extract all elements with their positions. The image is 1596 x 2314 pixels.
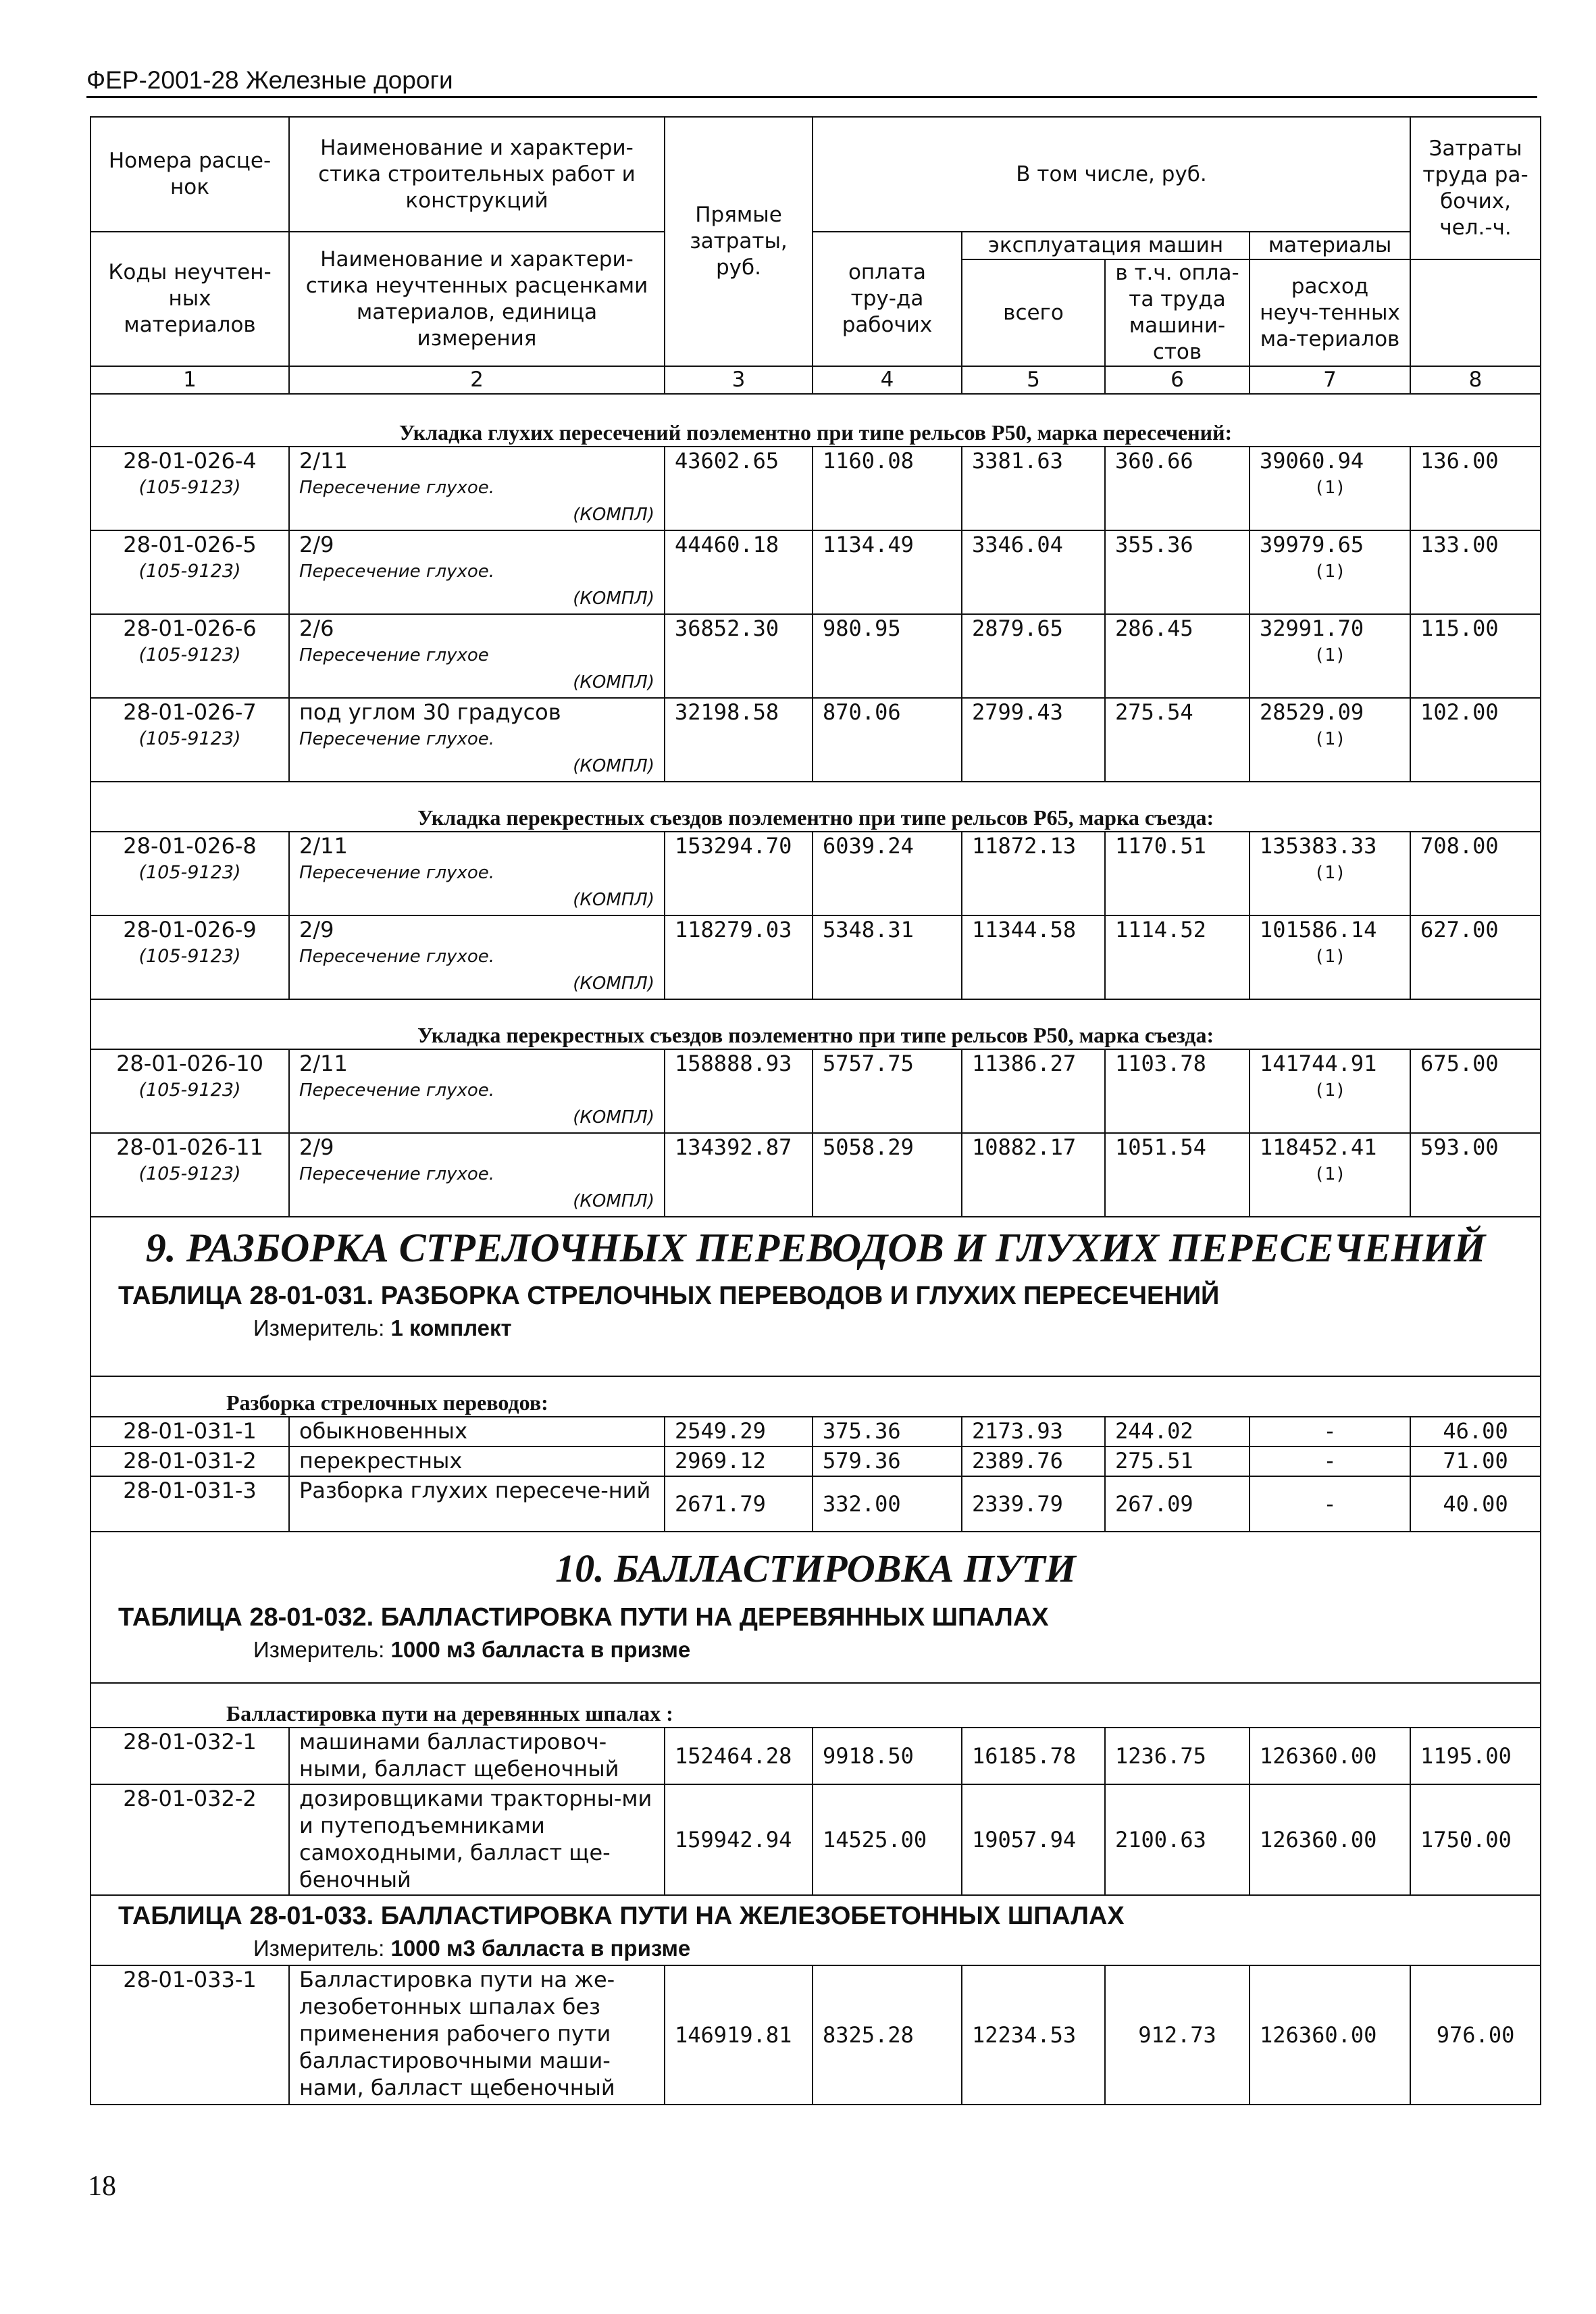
col-number: 7 [1250, 366, 1410, 394]
direct-cost: 159942.94 [665, 1784, 813, 1895]
unit: (КОМПЛ) [573, 672, 654, 693]
direct-cost: 2969.12 [665, 1447, 813, 1476]
labor-hours: 708.00 [1410, 832, 1541, 915]
rate-code: 28-01-032-1 [91, 1728, 289, 1784]
rate-code: 28-01-026-10 [116, 1051, 263, 1076]
header-rule [86, 96, 1537, 98]
direct-cost: 2671.79 [665, 1476, 813, 1532]
table-row [91, 915, 1541, 999]
labor-cost: 9918.50 [813, 1728, 962, 1784]
operator-cost: 286.45 [1105, 614, 1250, 698]
labor-hours: 71.00 [1410, 1447, 1541, 1476]
material-qty: (1) [1314, 729, 1346, 749]
machine-cost: 2339.79 [962, 1476, 1105, 1532]
material-code: (105-9123) [138, 862, 241, 883]
machine-cost: 2173.93 [962, 1417, 1105, 1447]
table-row [91, 1133, 1541, 1217]
operator-cost: 912.73 [1105, 1965, 1250, 2105]
col5-header: всего [962, 259, 1105, 366]
table-row [91, 1784, 1541, 1895]
incl-header: В том числе, руб. [813, 117, 1410, 232]
section-heading: Укладка перекрестных съездов поэлементно при типе рельсов Р65, марка съезда: [91, 782, 1541, 832]
col2-header-b: Наименование и характери-стика неучтенных расценками материалов, единица измерения [289, 232, 665, 366]
rate-code: 28-01-031-2 [91, 1447, 289, 1476]
table-033-title: ТАБЛИЦА 28-01-033. БАЛЛАСТИРОВКА ПУТИ НА ЖЕЛЕЗОБЕТОННЫХ ШПАЛАХ [118, 1902, 1125, 1930]
material-code: (105-9123) [138, 645, 241, 665]
material-code: (105-9123) [138, 1080, 241, 1101]
material-qty: (1) [1314, 947, 1346, 967]
direct-cost: 43602.65 [665, 447, 813, 530]
work-name: 2/11 [299, 833, 348, 859]
labor-cost: 1134.49 [813, 530, 962, 614]
rate-code: 28-01-026-7 [123, 699, 257, 725]
material-qty: (1) [1314, 1164, 1346, 1184]
col-number: 6 [1105, 366, 1250, 394]
work-name: 2/9 [299, 1134, 334, 1160]
material-cost: 135383.33 [1260, 833, 1377, 859]
material-name: Пересечение глухое. [299, 1164, 495, 1184]
chapter-9-title: 9. РАЗБОРКА СТРЕЛОЧНЫХ ПЕРЕВОДОВ И ГЛУХИХ ПЕРЕСЕЧЕНИЙ [145, 1226, 1486, 1270]
direct-cost: 36852.30 [665, 614, 813, 698]
material-code: (105-9123) [138, 728, 241, 749]
table-row [91, 614, 1541, 698]
labor-hours: 675.00 [1410, 1049, 1541, 1133]
table-row [91, 530, 1541, 614]
unit: (КОМПЛ) [573, 756, 654, 776]
machine-cost: 11386.27 [962, 1049, 1105, 1133]
rate-code: 28-01-026-9 [123, 917, 257, 942]
labor-hours: 40.00 [1410, 1476, 1541, 1532]
table-row [91, 1728, 1541, 1784]
table-row [91, 832, 1541, 915]
material-name: Пересечение глухое. [299, 561, 495, 582]
labor-hours: 976.00 [1410, 1965, 1541, 2105]
material-cost: 101586.14 [1260, 917, 1377, 942]
operator-cost: 275.54 [1105, 698, 1250, 782]
table-row [91, 1476, 1541, 1532]
rate-code: 28-01-031-1 [91, 1417, 289, 1447]
machine-cost: 12234.53 [962, 1965, 1105, 2105]
col-number: 1 [91, 366, 289, 394]
machine-cost: 11344.58 [962, 915, 1105, 999]
machine-cost: 2389.76 [962, 1447, 1105, 1476]
labor-cost: 6039.24 [813, 832, 962, 915]
material-code: (105-9123) [138, 561, 241, 582]
labor-cost: 5058.29 [813, 1133, 962, 1217]
unit: (КОМПЛ) [573, 890, 654, 910]
labor-hours: 627.00 [1410, 915, 1541, 999]
work-name: 2/9 [299, 917, 334, 942]
running-header: ФЕР-2001-28 Железные дороги [86, 66, 453, 94]
unit: (КОМПЛ) [573, 588, 654, 609]
col1-header-b: Коды неучтен-ных материалов [91, 232, 289, 366]
table-row [91, 1417, 1541, 1447]
material-qty: (1) [1314, 561, 1346, 582]
col7-header: расход неуч-тенных ма-териалов [1250, 259, 1410, 366]
operator-cost: 2100.63 [1105, 1784, 1250, 1895]
machine-cost: 3346.04 [962, 530, 1105, 614]
labor-hours: 46.00 [1410, 1417, 1541, 1447]
work-name: Балластировка пути на же-лезобетонных шпалах без применения рабочего пути балластировочными маши-нами, балласт щебеночный [289, 1965, 665, 2105]
labor-cost: 579.36 [813, 1447, 962, 1476]
rate-code: 28-01-026-6 [123, 615, 257, 641]
unit: (КОМПЛ) [573, 974, 654, 994]
material-code: (105-9123) [138, 1163, 241, 1184]
chapter-10-title: 10. БАЛЛАСТИРОВКА ПУТИ [555, 1546, 1076, 1590]
rate-code: 28-01-026-11 [116, 1134, 263, 1160]
operator-cost: 244.02 [1105, 1417, 1250, 1447]
section-heading: Укладка глухих пересечений поэлементно при типе рельсов Р50, марка пересечений: [91, 394, 1541, 447]
labor-hours: 133.00 [1410, 530, 1541, 614]
work-name: перекрестных [289, 1447, 665, 1476]
section-heading: Балластировка пути на деревянных шпалах : [91, 1683, 1541, 1728]
operator-cost: 275.51 [1105, 1447, 1250, 1476]
labor-cost: 14525.00 [813, 1784, 962, 1895]
table-031-measure: Измеритель: 1 комплект [253, 1315, 512, 1340]
col-number: 8 [1410, 366, 1541, 394]
rate-code: 28-01-033-1 [91, 1965, 289, 2105]
table-032-title: ТАБЛИЦА 28-01-032. БАЛЛАСТИРОВКА ПУТИ НА ДЕРЕВЯННЫХ ШПАЛАХ [118, 1603, 1049, 1632]
material-code: (105-9123) [138, 477, 241, 498]
labor-cost: 1160.08 [813, 447, 962, 530]
work-name: Разборка глухих пересече-ний [289, 1476, 665, 1532]
labor-hours: 115.00 [1410, 614, 1541, 698]
labor-cost: 5348.31 [813, 915, 962, 999]
table-033-measure: Измеритель: 1000 м3 балласта в призме [253, 1936, 691, 1961]
col1-header-a: Номера расце-нок [91, 117, 289, 232]
col8-header: Затраты труда ра-бочих, чел.-ч. [1410, 117, 1541, 259]
operator-cost: 1170.51 [1105, 832, 1250, 915]
table-row [91, 698, 1541, 782]
table-row [91, 1447, 1541, 1476]
labor-hours: 1195.00 [1410, 1728, 1541, 1784]
rate-code: 28-01-026-5 [123, 532, 257, 557]
col4-header: оплата тру-да рабочих [813, 232, 962, 366]
work-name: 2/11 [299, 448, 348, 474]
labor-hours: 1750.00 [1410, 1784, 1541, 1895]
operator-cost: 1051.54 [1105, 1133, 1250, 1217]
material-qty: (1) [1314, 478, 1346, 498]
machine-cost: 19057.94 [962, 1784, 1105, 1895]
col6-header: в т.ч. опла-та труда машини-стов [1105, 259, 1250, 366]
machine-cost: 11872.13 [962, 832, 1105, 915]
labor-hours: 102.00 [1410, 698, 1541, 782]
material-name: Пересечение глухое. [299, 863, 495, 883]
labor-cost: 375.36 [813, 1417, 962, 1447]
material-cost: - [1250, 1476, 1410, 1532]
rate-code: 28-01-031-3 [91, 1476, 289, 1532]
operator-cost: 267.09 [1105, 1476, 1250, 1532]
machine-cost: 16185.78 [962, 1728, 1105, 1784]
direct-cost: 118279.03 [665, 915, 813, 999]
material-cost: 126360.00 [1250, 1728, 1410, 1784]
machine-cost: 3381.63 [962, 447, 1105, 530]
labor-hours: 593.00 [1410, 1133, 1541, 1217]
unit: (КОМПЛ) [573, 1191, 654, 1211]
col-number: 5 [962, 366, 1105, 394]
section-heading: Укладка перекрестных съездов поэлементно при типе рельсов Р50, марка съезда: [91, 999, 1541, 1049]
material-cost: 39979.65 [1260, 532, 1364, 557]
labor-cost: 870.06 [813, 698, 962, 782]
material-cost: 126360.00 [1250, 1784, 1410, 1895]
direct-cost: 32198.58 [665, 698, 813, 782]
direct-cost: 2549.29 [665, 1417, 813, 1447]
labor-cost: 332.00 [813, 1476, 962, 1532]
material-name: Пересечение глухое. [299, 729, 495, 749]
material-cost: 28529.09 [1260, 699, 1364, 725]
direct-cost: 152464.28 [665, 1728, 813, 1784]
material-qty: (1) [1314, 1080, 1346, 1101]
work-name: под углом 30 градусов [299, 699, 561, 725]
material-name: Пересечение глухое. [299, 478, 495, 498]
labor-cost: 980.95 [813, 614, 962, 698]
col-number: 3 [665, 366, 813, 394]
material-cost: 126360.00 [1250, 1965, 1410, 2105]
operator-cost: 360.66 [1105, 447, 1250, 530]
direct-cost: 134392.87 [665, 1133, 813, 1217]
table-row [91, 1965, 1541, 2105]
table-row [91, 1049, 1541, 1133]
rate-code: 28-01-026-4 [123, 448, 257, 474]
table-031-title: ТАБЛИЦА 28-01-031. РАЗБОРКА СТРЕЛОЧНЫХ ПЕРЕВОДОВ И ГЛУХИХ ПЕРЕСЕЧЕНИЙ [118, 1282, 1220, 1310]
direct-cost: 158888.93 [665, 1049, 813, 1133]
direct-cost: 153294.70 [665, 832, 813, 915]
material-cost: 141744.91 [1260, 1051, 1377, 1076]
material-code: (105-9123) [138, 946, 241, 967]
rates-table [90, 116, 1541, 2105]
direct-cost: 44460.18 [665, 530, 813, 614]
col-number: 4 [813, 366, 962, 394]
work-name: 2/6 [299, 615, 334, 641]
machines-header: эксплуатация машин [962, 232, 1250, 259]
work-name: машинами балластировоч-ными, балласт щебеночный [289, 1728, 665, 1784]
operator-cost: 355.36 [1105, 530, 1250, 614]
machine-cost: 2799.43 [962, 698, 1105, 782]
work-name: 2/11 [299, 1051, 348, 1076]
unit: (КОМПЛ) [573, 505, 654, 525]
material-qty: (1) [1314, 645, 1346, 665]
labor-hours: 136.00 [1410, 447, 1541, 530]
unit: (КОМПЛ) [573, 1107, 654, 1128]
rate-code: 28-01-026-8 [123, 833, 257, 859]
direct-cost: 146919.81 [665, 1965, 813, 2105]
operator-cost: 1236.75 [1105, 1728, 1250, 1784]
material-cost: 32991.70 [1260, 615, 1364, 641]
table-row [91, 447, 1541, 530]
material-name: Пересечение глухое. [299, 1080, 495, 1101]
material-cost: 39060.94 [1260, 448, 1364, 474]
material-cost: - [1250, 1447, 1410, 1476]
col-number: 2 [289, 366, 665, 394]
col8-header-empty [1410, 259, 1541, 366]
materials-header: материалы [1250, 232, 1410, 259]
work-name: дозировщиками тракторны-ми и путеподъемниками самоходными, балласт ще-беночный [289, 1784, 665, 1895]
material-cost: - [1250, 1417, 1410, 1447]
page-number: 18 [88, 2171, 116, 2202]
rate-code: 28-01-032-2 [91, 1784, 289, 1895]
operator-cost: 1114.52 [1105, 915, 1250, 999]
operator-cost: 1103.78 [1105, 1049, 1250, 1133]
machine-cost: 2879.65 [962, 614, 1105, 698]
table-032-measure: Измеритель: 1000 м3 балласта в призме [253, 1637, 691, 1662]
labor-cost: 5757.75 [813, 1049, 962, 1133]
section-heading: Разборка стрелочных переводов: [91, 1376, 1541, 1417]
material-name: Пересечение глухое [299, 645, 489, 665]
work-name: 2/9 [299, 532, 334, 557]
col2-header-a: Наименование и характери-стика строительных работ и конструкций [289, 117, 665, 232]
machine-cost: 10882.17 [962, 1133, 1105, 1217]
material-name: Пересечение глухое. [299, 947, 495, 967]
material-cost: 118452.41 [1260, 1134, 1377, 1160]
work-name: обыкновенных [289, 1417, 665, 1447]
col3-header: Прямые затраты, руб. [665, 117, 813, 366]
labor-cost: 8325.28 [813, 1965, 962, 2105]
material-qty: (1) [1314, 863, 1346, 883]
